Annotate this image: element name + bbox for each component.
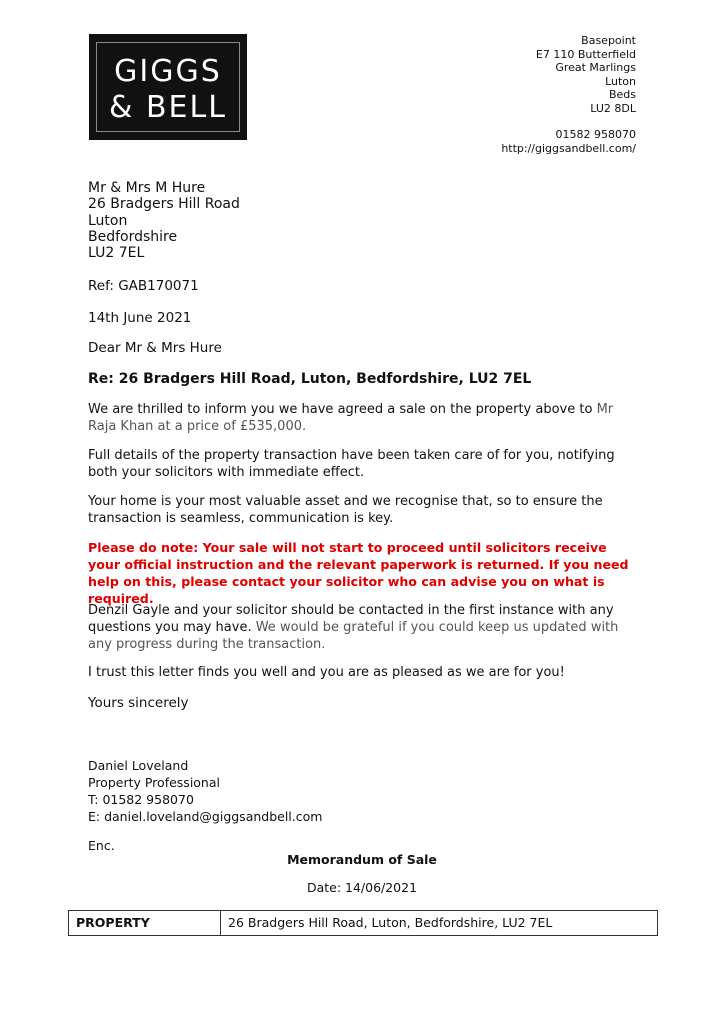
paragraph-text-soft: We would be grateful if you could keep us updated with any progress during the transaction. xyxy=(88,620,619,652)
signatory-title: Property Professional xyxy=(88,775,220,790)
logo-text-line1: GIGGS xyxy=(114,54,222,89)
recipient-line: Luton xyxy=(88,212,128,229)
paragraph-contact xyxy=(88,602,628,653)
agency-website[interactable]: http://giggsandbell.com/ xyxy=(501,141,636,155)
paragraph-communication: Your home is your most valuable asset and we recognise that, so to ensure the transaction is seamless, communication is key. xyxy=(88,494,603,526)
paragraph-sale-agreed xyxy=(88,401,628,435)
property-table xyxy=(68,910,658,936)
recipient-line: LU2 7EL xyxy=(88,245,145,262)
recipient-line: 26 Bradgers Hill Road xyxy=(88,196,240,213)
subject-line: Re: 26 Bradgers Hill Road, Luton, Bedfordshire, LU2 7EL xyxy=(88,371,532,387)
agency-address-line: E7 110 Butterfield xyxy=(535,47,636,61)
property-label: PROPERTY xyxy=(69,911,221,935)
paragraph-text: Denzil Gayle and your solicitor should be contacted in the first instance with any questions you may have. xyxy=(88,603,614,635)
agency-address-line: Beds xyxy=(608,88,636,101)
recipient-line: Mr & Mrs M Hure xyxy=(88,180,206,196)
property-value: 26 Bradgers Hill Road, Luton, Bedfordshire, LU2 7EL xyxy=(228,915,553,930)
signature-block xyxy=(88,757,322,854)
agency-address-line: Great Marlings xyxy=(555,61,636,74)
logo-text-line2: & BELL xyxy=(109,90,227,125)
salutation: Dear Mr & Mrs Hure xyxy=(88,340,222,356)
buyer-and-price: Mr Raja Khan at a price of £535,000. xyxy=(88,402,614,434)
agency-phone: 01582 958070 xyxy=(555,128,636,141)
agency-address xyxy=(501,34,636,155)
signatory-name: Daniel Loveland xyxy=(88,758,189,773)
memo-title: Memorandum of Sale xyxy=(287,852,437,867)
closing: Yours sincerely xyxy=(88,695,189,711)
signatory-email[interactable]: E: daniel.loveland@giggsandbell.com xyxy=(88,809,323,824)
letter-date: 14th June 2021 xyxy=(88,310,192,326)
signatory-phone: T: 01582 958070 xyxy=(88,792,194,807)
warning-notice: Please do note: Your sale will not start to proceed until solicitors receive your official instruction and the relevant paperwork is returned. If you need help on this, please contact your solicitor who can advise you on what is required. xyxy=(88,540,629,606)
enclosure: Enc. xyxy=(88,838,115,853)
reference: Ref: GAB170071 xyxy=(88,278,199,294)
recipient-line: Bedfordshire xyxy=(88,228,178,245)
company-logo xyxy=(89,34,247,140)
paragraph-details: Full details of the property transaction have been taken care of for you, notifying both your solicitors with immediate effect. xyxy=(88,448,615,480)
agency-address-line: LU2 8DL xyxy=(590,101,636,115)
agency-address-line: Basepoint xyxy=(581,34,636,47)
paragraph-closing-wish: I trust this letter finds you well and you are as pleased as we are for you! xyxy=(88,665,565,680)
recipient-address xyxy=(88,180,240,261)
paragraph-text: We are thrilled to inform you we have agreed a sale on the property above to xyxy=(88,402,597,417)
agency-address-line: Luton xyxy=(605,74,636,88)
memo-date: Date: 14/06/2021 xyxy=(306,880,418,895)
logo-frame xyxy=(96,42,240,132)
